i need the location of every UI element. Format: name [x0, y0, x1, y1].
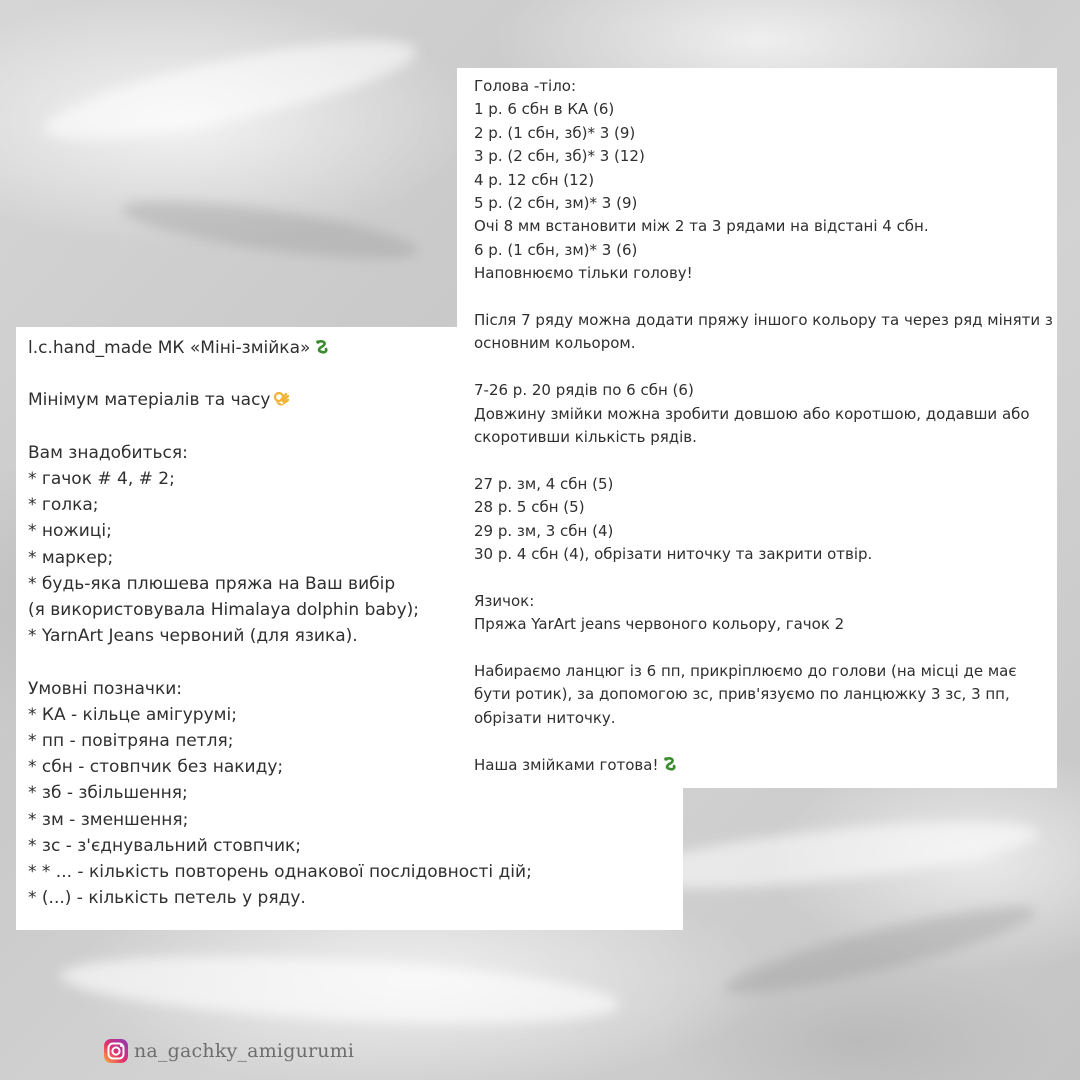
handle-text: na_gachky_amigurumi [134, 1040, 355, 1062]
pattern-note: Набираємо ланцюг із 6 пп, прикріплюємо до голови (на місці де має [474, 662, 1017, 681]
pattern-note: Довжину змійки можна зробити довшою або коротшою, додавши або [474, 404, 1030, 423]
paint-texture [59, 945, 621, 1034]
paint-texture [38, 21, 422, 159]
pattern-note: основним кольором. [474, 334, 636, 353]
ok-hand-icon [272, 390, 290, 408]
instagram-icon [103, 1038, 129, 1064]
list-item: * сбн - стовпчик без накиду; [28, 757, 284, 778]
pattern-note: Наповнюємо тільки голову! [474, 264, 693, 283]
closing-line: Наша змійками готова! [474, 754, 1057, 777]
card-title: l.c.hand_made МК «Міні-змійка» [28, 335, 683, 361]
pattern-note: Очі 8 мм встановити між 2 та 3 рядами на відстані 4 сбн. [474, 217, 929, 236]
list-item: * (...) - кількість петель у ряду. [28, 888, 306, 909]
list-item: (я використовувала Himalaya dolphin baby); [28, 600, 419, 620]
subtitle: Мінімум матеріалів та часу [28, 387, 683, 413]
list-item: * гачок # 4, # 2; [28, 468, 175, 489]
pattern-row: 27 р. зм, 4 сбн (5) [474, 474, 614, 493]
list-item: * будь-яка плюшева пряжа на Ваш вибір [28, 573, 396, 594]
pattern-row: 3 р. (2 сбн, зб)* 3 (12) [474, 147, 645, 166]
snake-icon [314, 339, 330, 355]
pattern-row: 30 р. 4 сбн (4), обрізати ниточку та закрити отвір. [474, 545, 873, 564]
paint-texture [119, 189, 422, 270]
list-item: * маркер; [28, 547, 114, 568]
list-item: * КА - кільце амігурумі; [28, 704, 237, 725]
pattern-row: 28 р. 5 сбн (5) [474, 498, 585, 517]
legend-heading: Умовні позначки: [28, 678, 183, 699]
pattern-row: 6 р. (1 сбн, зм)* 3 (6) [474, 240, 638, 259]
list-item: * * ... - кількість повторень однакової послідовності дій; [28, 862, 532, 883]
instagram-handle[interactable] [103, 1037, 354, 1065]
snake-icon [662, 756, 678, 772]
pattern-row: 4 р. 12 сбн (12) [474, 170, 595, 189]
list-item: * YarnArt Jeans червоний (для язика). [28, 626, 358, 647]
pattern-note: Пряжа YarArt jeans червоного кольору, гачок 2 [474, 615, 845, 634]
pattern-card [457, 68, 1057, 788]
pattern-row: 29 р. зм, 3 сбн (4) [474, 521, 614, 540]
pattern-note: обрізати ниточку. [474, 708, 616, 727]
pattern-note: скоротивши кількість рядів. [474, 428, 697, 447]
list-item: * ножиці; [28, 521, 112, 542]
pattern-row: 2 р. (1 сбн, зб)* 3 (9) [474, 123, 636, 142]
section-heading: Голова -тіло: [474, 77, 577, 95]
pattern-row: 1 р. 6 сбн в КА (6) [474, 100, 615, 119]
pattern-note: бути ротик), за допомогою зс, прив'язуємо по ланцюжку 3 зс, 3 пп, [474, 685, 1010, 704]
pattern-row: 7-26 р. 20 рядів по 6 сбн (6) [474, 381, 694, 400]
list-item: * пп - повітряна петля; [28, 731, 234, 751]
list-item: * голка; [28, 495, 99, 516]
section-heading: Язичок: [474, 591, 535, 610]
list-item: * зб - збільшення; [28, 783, 188, 804]
list-item: * зм - зменшення; [28, 809, 189, 830]
paint-texture [720, 892, 1040, 1008]
list-item: * зс - з'єднувальний стовпчик; [28, 835, 302, 856]
pattern-row: 5 р. (2 сбн, зм)* 3 (9) [474, 194, 638, 213]
materials-heading: Вам знадобиться: [28, 442, 188, 463]
pattern-note: Після 7 ряду можна додати пряжу іншого кольору та через ряд міняти з [474, 311, 1053, 330]
